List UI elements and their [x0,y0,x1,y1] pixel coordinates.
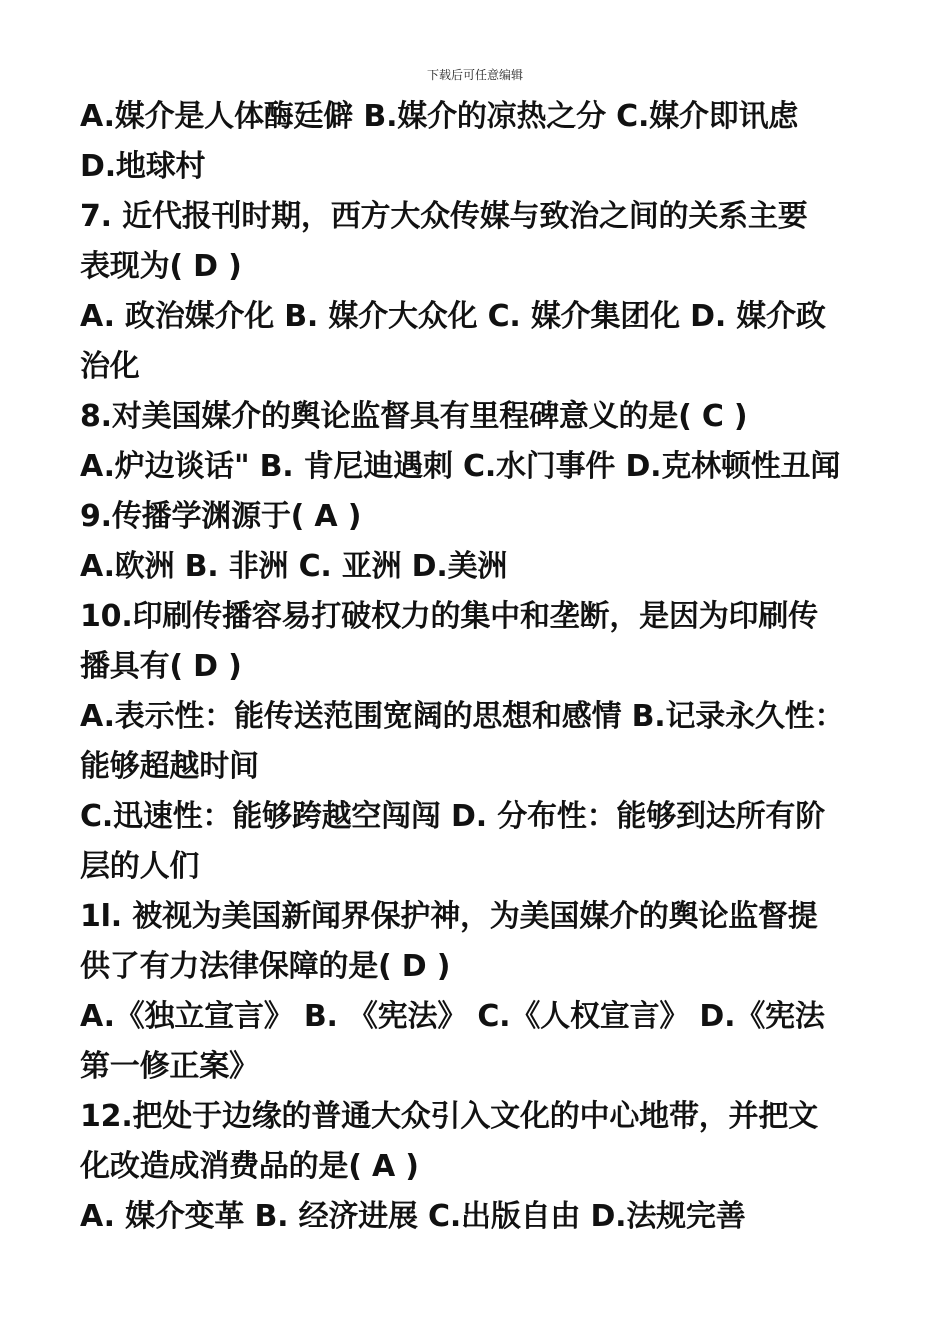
text-line: 播具有( D ) [80,649,242,684]
text-line: 12.把处于边缘的普通大众引入文化的中心地带，并把文 [80,1099,818,1134]
text-line: 化改造成消费品的是( A ) [80,1149,419,1184]
page-header: 下载后可任意编辑 [426,68,523,82]
text-line: 9.传播学渊源于( A ) [80,499,362,534]
text-line: 8.对美国媒介的舆论监督具有里程碑意义的是( C ) [80,399,748,434]
text-line: 1l. 被视为美国新闻界保护神，为美国媒介的舆论监督提 [80,899,818,934]
text-line: A.欧洲 B. 非洲 C. 亚洲 D.美洲 [80,549,508,584]
text-line: 7. 近代报刊时期，西方大众传媒与致治之间的关系主要 [80,199,808,234]
text-line: C.迅速性：能够跨越空闯闯 D. 分布性：能够到达所有阶 [80,799,825,834]
text-line: A.《独立宣言》 B. 《宪法》 C.《人权宣言》 D.《宪法 [80,999,825,1034]
text-line: 10.印刷传播容易打破权力的集中和垄断，是因为印刷传 [80,599,818,634]
text-line: A.表示性：能传送范围宽阔的思想和感情 B.记录永久性： [80,699,845,734]
text-line: 治化 [80,349,140,384]
text-line: 层的人们 [80,849,200,884]
text-line: 供了有力法律保障的是( D ) [80,949,451,984]
text-line: A. 媒介变革 B. 经济进展 C.出版自由 D.法规完善 [80,1199,746,1234]
text-line: 第一修正案》 [80,1049,259,1084]
text-line: A.炉边谈话" B. 肯尼迪遇刺 C.水门事件 D.克林顿性丑闻 [80,449,841,484]
text-line: A. 政治媒介化 B. 媒介大众化 C. 媒介集团化 D. 媒介政 [80,299,826,334]
text-line: 能够超越时间 [80,749,259,784]
document-body [80,92,880,1242]
text-line: 表现为( D ) [80,249,242,284]
text-line: A.媒介是人体酶廷僻 B.媒介的凉热之分 C.媒介即讯虑 [80,99,799,134]
text-line: D.地球村 [80,149,206,184]
